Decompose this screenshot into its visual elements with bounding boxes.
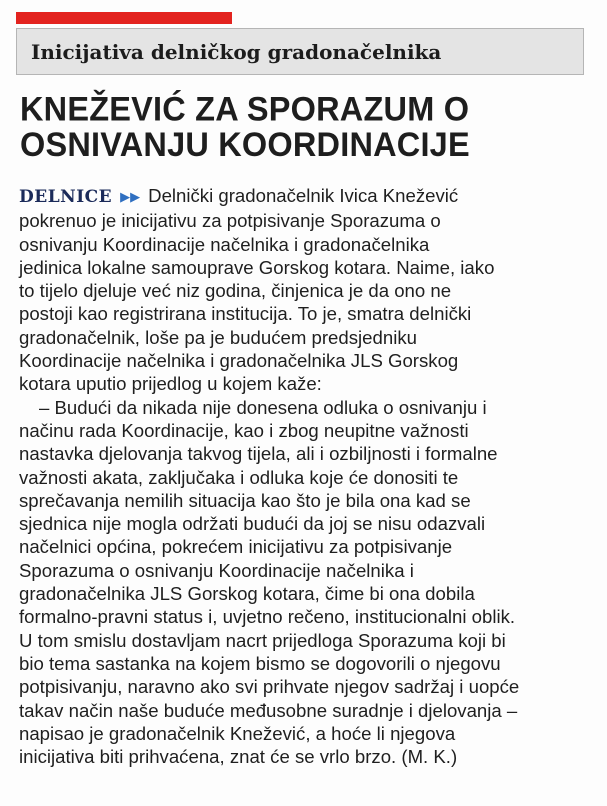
body-line-1: pokrenuo je inicijativu za potpisivanje Sporazuma o: [19, 210, 441, 232]
body-line-10: načinu rada Koordinacije, kao i zbog neupitne važnosti: [19, 419, 469, 441]
body-line-0: [19, 184, 589, 209]
body-line-11: nastavka djelovanja takvog tijela, ali i ozbiljnosti i formalne: [19, 443, 498, 465]
body-line-4: to tijelo djeluje već niz godina, činjenica je da ono ne: [19, 280, 452, 302]
body-line-19: U tom smislu dostavljam nacrt prijedloga Sporazuma koji bi: [19, 629, 506, 651]
body-line-3: jedinica lokalne samouprave Gorskog kotara. Naime, iako: [19, 256, 495, 278]
body-line-20: bio tema sastanka na kojem bismo se dogovorili o njegovu: [19, 652, 501, 674]
body-line-8: kotara uputio prijedlog u kojem kaže:: [19, 373, 322, 395]
body-line-22: takav način naše buduće međusobne suradnje i djelovanja –: [19, 699, 518, 721]
article-body: [19, 184, 589, 768]
body-line-14: sjednica nije mogla održati budući da joj se nisu odazvali: [19, 513, 486, 535]
body-first-line-text: Delnički gradonačelnik Ivica Knežević: [148, 185, 459, 206]
topic-banner: [16, 28, 584, 75]
body-line-13: sprečavanja nemilih situacija kao što je bila ona kad se: [19, 489, 471, 511]
body-line-2: osnivanju Koordinacije načelnika i gradonačelnika: [19, 233, 430, 255]
body-line-21: potpisivanju, naravno ako svi prihvate njegov sadržaj i uopće: [19, 676, 520, 698]
body-line-6: gradonačelnik, loše pa je budućem predsjedniku: [19, 326, 417, 348]
body-line-17: gradonačelnika JLS Gorskog kotara, čime bi ona dobila: [19, 583, 475, 605]
body-line-23: napisao je gradonačelnik Knežević, a hoće li njegova: [19, 722, 456, 744]
body-line-12: važnosti akata, zaključaka i odluka koje će donositi te: [19, 466, 459, 488]
body-line-5: postoji kao registrirana institucija. To je, smatra delnički: [19, 303, 472, 325]
headline-line-1: KNEŽEVIĆ ZA SPORAZUM O: [20, 89, 470, 128]
body-line-7: Koordinacije načelnika i gradonačelnika JLS Gorskog: [19, 350, 459, 372]
body-line-18: formalno-pravni status i, uvjetno rečeno, institucionalni oblik.: [19, 606, 516, 628]
topic-label: Inicijativa delničkog gradonačelnika: [31, 39, 442, 64]
arrows-icon: ▶▶: [120, 189, 141, 204]
body-line-15: načelnici općina, pokrećem inicijativu za potpisivanje: [19, 536, 453, 558]
body-line-16: Sporazuma o osnivanju Koordinacije načelnika i: [19, 559, 414, 581]
headline-line-2: OSNIVANJU KOORDINACIJE: [20, 125, 470, 164]
body-line-24: inicijativa biti prihvaćena, znat će se vrlo brzo. (M. K.): [19, 746, 458, 768]
body-line-9: – Budući da nikada nije donesena odluka o osnivanju i: [39, 396, 487, 418]
dateline: DELNICE: [19, 187, 113, 207]
section-accent-bar: [16, 12, 232, 24]
headline: [20, 91, 590, 162]
